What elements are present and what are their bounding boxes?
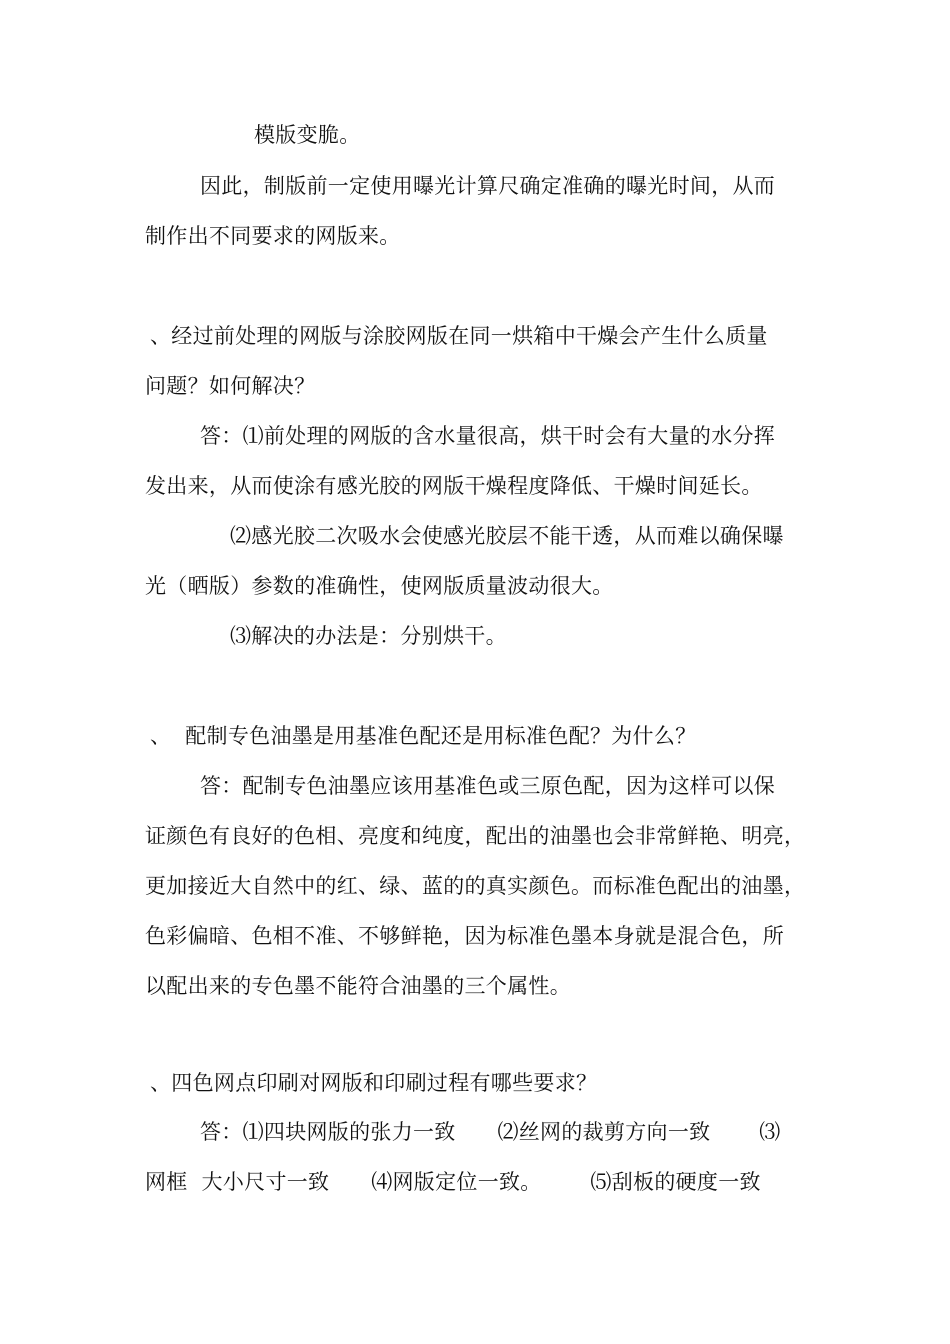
- answer-line: 更加接近大自然中的红、绿、蓝的的真实颜色。而标准色配出的油墨，: [145, 874, 806, 898]
- answer-line: 答：⑴前处理的网版的含水量很高，烘干时会有大量的水分挥: [200, 424, 776, 448]
- answer-line: 网框 大小尺寸一致 ⑷网版定位一致。 ⑸刮板的硬度一致: [145, 1170, 761, 1194]
- answer-line: 色彩偏暗、色相不准、不够鲜艳，因为标准色墨本身就是混合色，所: [145, 924, 784, 948]
- answer-line: 以配出来的专色墨不能符合油墨的三个属性。: [145, 974, 571, 998]
- question-heading: 、经过前处理的网版与涂胶网版在同一烘箱中干燥会产生什么质量: [150, 324, 768, 348]
- text-line: 因此，制版前一定使用曝光计算尺确定准确的曝光时间，从而: [200, 174, 776, 198]
- answer-line: 光（晒版）参数的准确性，使网版质量波动很大。: [145, 574, 614, 598]
- text-line: 模版变脆。: [254, 123, 361, 147]
- text-line: 制作出不同要求的网版来。: [145, 224, 401, 248]
- answer-line: 发出来，从而使涂有感光胶的网版干燥程度降低、干燥时间延长。: [145, 474, 763, 498]
- answer-line: 答：⑴四块网版的张力一致 ⑵丝网的裁剪方向一致 ⑶: [200, 1120, 781, 1144]
- answer-line: ⑶解决的办法是：分别烘干。: [230, 624, 507, 648]
- question-heading: 、四色网点印刷对网版和印刷过程有哪些要求？: [150, 1071, 598, 1095]
- question-heading: 、 配制专色油墨是用基准色配还是用标准色配？为什么？: [150, 724, 697, 748]
- question-heading: 问题？如何解决？: [145, 374, 316, 398]
- answer-line: 答：配制专色油墨应该用基准色或三原色配，因为这样可以保: [200, 774, 776, 798]
- answer-line: ⑵感光胶二次吸水会使感光胶层不能干透，从而难以确保曝: [230, 524, 784, 548]
- answer-line: 证颜色有良好的色相、亮度和纯度，配出的油墨也会非常鲜艳、明亮，: [145, 824, 806, 848]
